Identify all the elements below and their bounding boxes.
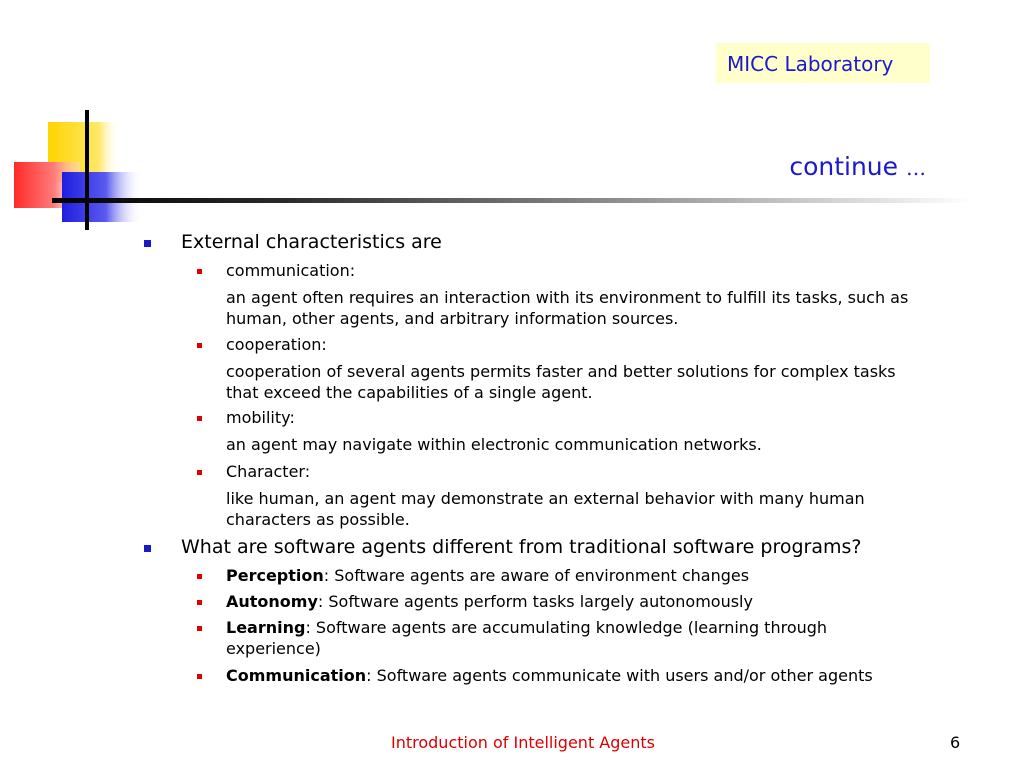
bullet-l2 — [197, 600, 202, 605]
term: Autonomy — [226, 592, 318, 611]
title-ellipsis: … — [906, 156, 926, 180]
logo-blue-block — [62, 172, 142, 222]
desc-line: an agent may navigate within electronic communication networks. — [226, 435, 762, 454]
desc-line: an agent often requires an interaction with its environment to fulfill its tasks, such as — [226, 288, 909, 307]
bullet-l2 — [197, 343, 202, 348]
item-cooperation-label: cooperation: — [226, 335, 327, 354]
bullet-l2 — [197, 269, 202, 274]
item-character-label: Character: — [226, 462, 311, 481]
page-number: 6 — [950, 733, 961, 752]
bullet-l1 — [144, 240, 151, 247]
bullet-l2 — [197, 626, 202, 631]
desc-line: characters as possible. — [226, 510, 410, 529]
title-text: continue — [789, 152, 899, 181]
footer-title: Introduction of Intelligent Agents — [391, 733, 655, 752]
desc-line: that exceed the capabilities of a single agent. — [226, 383, 593, 402]
term-text: : Software agents are accumulating knowledge (learning through — [305, 618, 828, 637]
section2-heading: What are software agents different from traditional software programs? — [181, 536, 862, 558]
item-perception — [226, 566, 749, 585]
bullet-l2 — [197, 470, 202, 475]
lab-badge — [716, 43, 930, 83]
item-communication-label: communication: — [226, 261, 356, 280]
item-learning — [226, 618, 827, 637]
term-text: : Software agents communicate with users and/or other agents — [366, 666, 873, 685]
item-mobility-label: mobility: — [226, 408, 295, 427]
item-character-desc — [226, 488, 865, 530]
term: Communication — [226, 666, 367, 685]
desc-line: human, other agents, and arbitrary information sources. — [226, 309, 679, 328]
item-autonomy — [226, 592, 753, 611]
item-mobility-desc — [226, 434, 762, 455]
term: Perception — [226, 566, 324, 585]
bullet-l2 — [197, 416, 202, 421]
item-communication-desc — [226, 287, 908, 329]
slide-title — [700, 152, 926, 181]
term: Learning — [226, 618, 306, 637]
desc-line: like human, an agent may demonstrate an external behavior with many human — [226, 489, 865, 508]
term-text: : Software agents perform tasks largely autonomously — [317, 592, 753, 611]
title-divider — [52, 198, 972, 203]
lab-label: MICC Laboratory — [727, 52, 894, 76]
bullet-l2 — [197, 674, 202, 679]
bullet-l2 — [197, 574, 202, 579]
logo-vertical-bar — [85, 110, 89, 230]
section1-heading: External characteristics are — [181, 231, 442, 253]
item-learning-cont: experience) — [226, 639, 321, 658]
desc-line: cooperation of several agents permits faster and better solutions for complex tasks — [226, 362, 896, 381]
bullet-l1 — [144, 545, 151, 552]
term-text: : Software agents are aware of environment changes — [323, 566, 750, 585]
item-cooperation-desc — [226, 361, 896, 403]
decorative-logo — [0, 100, 150, 240]
item-communication2 — [226, 666, 873, 685]
